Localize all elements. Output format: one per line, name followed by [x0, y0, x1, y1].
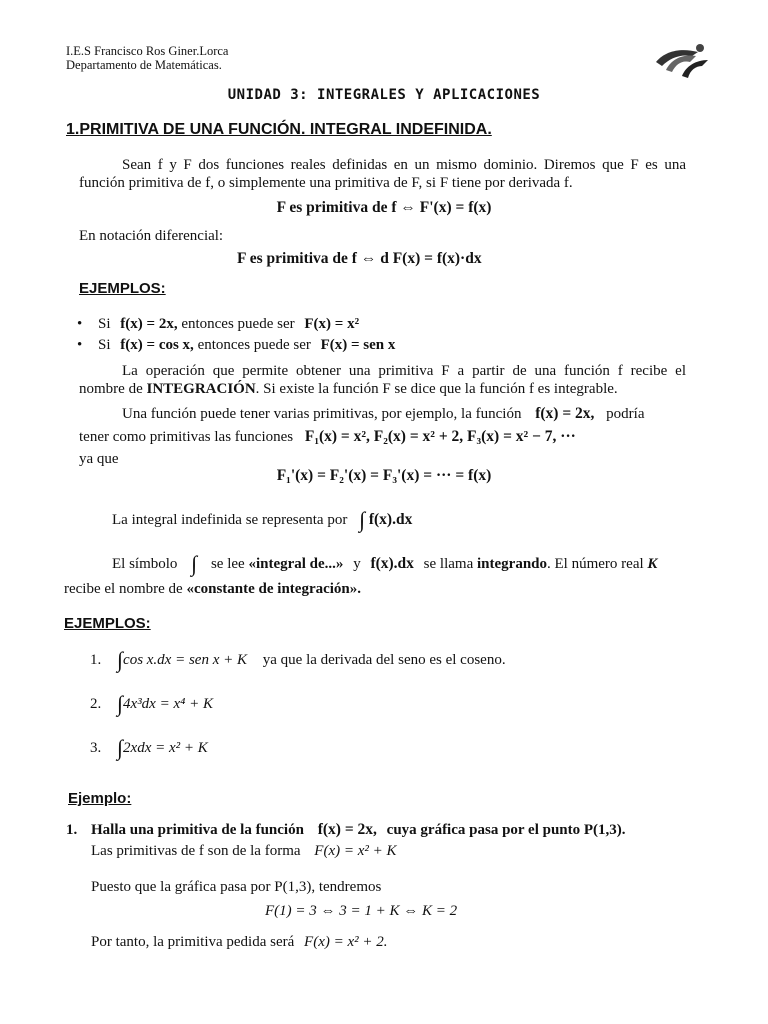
worked-example-heading: Ejemplo: — [68, 790, 132, 807]
integration-term: INTEGRACIÓN — [146, 381, 256, 397]
section-number: 1. — [66, 121, 80, 138]
integral-symbol: ∫ — [117, 647, 124, 672]
integral-symbol: ∫ — [117, 691, 124, 716]
school-name: I.E.S Francisco Ros Giner.Lorca — [66, 44, 229, 58]
symbol-line-1: El símbolo ∫ se lee «integral de...» y f(x).dx se llama integrando. El número real K — [112, 551, 658, 576]
integration-line-2: nombre de INTEGRACIÓN. Si existe la función F se dice que la función f es integrable. — [79, 381, 618, 397]
worked-example-equation: F(1) = 3 ⇔ 3 = 1 + K ⇔ K = 2 — [265, 903, 458, 919]
integral-symbol: ∫ — [359, 507, 366, 532]
example-item-2: • Si f(x) = cos x, entonces puede ser F(x) = sen x — [77, 337, 396, 353]
integration-line-1: La operación que permite obtener una primitiva F a partir de una función f recibe el — [122, 363, 686, 379]
example2-item-1: 1. ∫cos x.dx = sen x + K ya que la derivada del seno es el coseno. — [90, 647, 506, 672]
multiple-line-1: Una función puede tener varias primitivas, por ejemplo, la función f(x) = 2x, podría — [122, 405, 645, 422]
intro-line-1: Sean f y F dos funciones reales definidas en un mismo dominio. Diremos que F es una — [122, 157, 686, 173]
section-heading — [66, 121, 492, 139]
worked-example-line-2: Las primitivas de f son de la forma F(x) = x² + K — [91, 843, 397, 859]
example2-item-3: 3. ∫2xdx = x² + K — [90, 735, 208, 760]
integral-symbol: ∫ — [191, 551, 198, 576]
worked-example-statement: 1. Halla una primitiva de la función f(x) = 2x, cuya gráfica pasa por el punto P(1,3). — [66, 821, 626, 838]
differential-formula: F es primitiva de f ⇔ d F(x) = f(x)·dx — [237, 250, 482, 267]
differential-label: En notación diferencial: — [79, 228, 224, 244]
example-primitive: F(x) = x² — [304, 316, 360, 332]
worked-example-line-5: Por tanto, la primitiva pedida será F(x) = x² + 2. — [91, 934, 388, 950]
bullet-icon: • — [77, 337, 83, 353]
multiple-line-2: tener como primitivas las funciones F₁(x) = x², F₂(x) = x² + 2, F₃(x) = x² − 7, ··· — [79, 428, 576, 445]
derivatives-formula: F₁'(x) = F₂'(x) = F₃'(x) = ··· = f(x) — [276, 467, 492, 484]
worked-example-line-3: Puesto que la gráfica pasa por P(1,3), tendremos — [91, 879, 382, 895]
school-logo-icon — [652, 40, 712, 80]
intro-line-2: función primitiva de f, o simplemente una primitiva de F, si F tiene por derivada f. — [79, 175, 573, 191]
bullet-icon: • — [77, 316, 83, 332]
example-item-1: • Si f(x) = 2x, entonces puede ser F(x) = x² — [77, 316, 360, 332]
example-function: f(x) = 2x, — [120, 316, 178, 332]
integral-symbol: ∫ — [117, 735, 124, 760]
example-function: f(x) = cos x, — [120, 337, 194, 353]
symbol-line-2: recibe el nombre de «constante de integración». — [64, 581, 362, 597]
example2-item-2: 2. ∫4x³dx = x⁴ + K — [90, 691, 213, 716]
department-name: Departamento de Matemáticas. — [66, 58, 222, 72]
unit-title: UNIDAD 3: INTEGRALES Y APLICACIONES — [227, 87, 541, 103]
notation-line: La integral indefinida se representa por ∫ f(x).dx — [112, 507, 413, 532]
multiple-line-3: ya que — [79, 451, 119, 467]
definition-formula: F es primitiva de f ⇔ F'(x) = f(x) — [276, 199, 492, 216]
examples-heading-1: EJEMPLOS: — [79, 280, 166, 297]
example-primitive: F(x) = sen x — [320, 337, 396, 353]
section-title: PRIMITIVA DE UNA FUNCIÓN. INTEGRAL INDEFINIDA. — [79, 121, 492, 138]
examples-heading-2: EJEMPLOS: — [64, 615, 151, 632]
